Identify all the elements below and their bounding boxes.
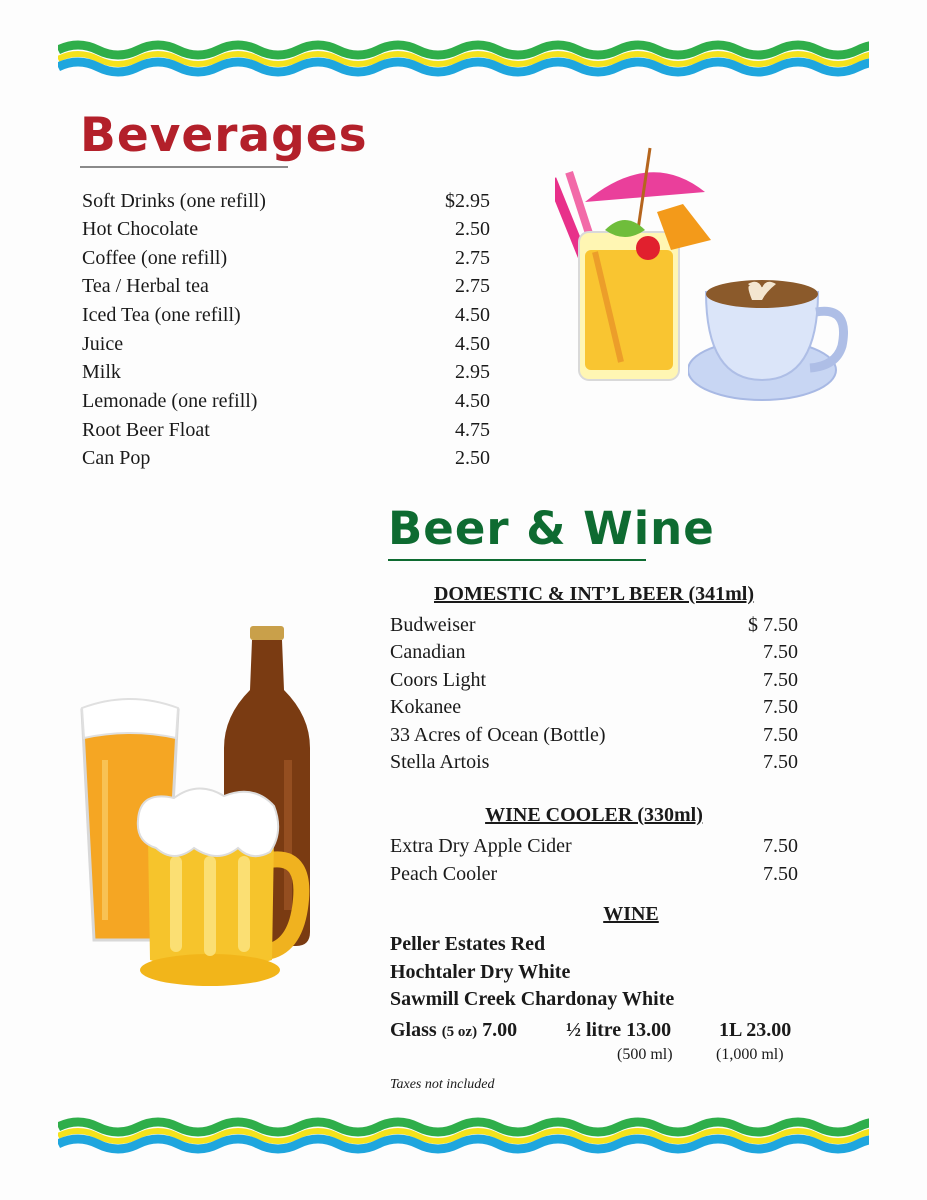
item-price: 4.50 [455,390,490,412]
beverage-item [82,244,490,272]
beverage-item [82,215,490,243]
wine-litre-price: 1L 23.00 [719,1019,792,1041]
wine-item: Hochtaler Dry White [390,961,571,983]
item-name: Kokanee [390,696,462,718]
glass-size: (5 oz) [441,1024,478,1040]
wine-half-litre-price: ½ litre 13.00 [566,1019,672,1041]
item-name: Can Pop [82,447,151,469]
beer-illustration [78,620,318,995]
beverage-item [82,330,490,358]
item-name: Canadian [390,641,466,663]
item-price: 2.75 [455,275,490,297]
beer-item [390,638,798,666]
beverage-item [82,416,490,444]
item-price: $ 7.50 [748,614,798,636]
item-price: 7.50 [763,835,798,857]
wine-glass-price [390,1016,517,1046]
item-name: Milk [82,361,121,383]
item-name: 33 Acres of Ocean (Bottle) [390,724,606,746]
wine-title: WINE [603,903,659,925]
beer-item [390,721,798,749]
wine-cooler-title: WINE COOLER (330ml) [485,804,703,826]
item-price: 7.50 [763,641,798,663]
item-name: Tea / Herbal tea [82,275,209,297]
item-name: Budweiser [390,614,476,636]
item-name: Peach Cooler [390,863,498,885]
item-name: Soft Drinks (one refill) [82,190,266,212]
beer-item [390,666,798,694]
glass-label: Glass [390,1019,437,1041]
item-price: 2.75 [455,247,490,269]
beer-wine-underline [388,559,646,561]
wine-half-litre-ml: (500 ml) [617,1046,673,1063]
cooler-item [390,832,798,860]
item-price: 7.50 [763,863,798,885]
wine-litre-ml: (1,000 ml) [716,1046,784,1063]
beverage-item [82,358,490,386]
beverage-item [82,272,490,300]
beverages-underline [80,166,288,168]
wine-item: Peller Estates Red [390,933,546,955]
beer-item [390,611,798,639]
beverage-item [82,187,490,215]
beverages-heading: Beverages [80,108,368,163]
item-name: Iced Tea (one refill) [82,304,241,326]
item-name: Lemonade (one refill) [82,390,258,412]
item-price: 7.50 [763,724,798,746]
beverage-item [82,387,490,415]
item-name: Coors Light [390,669,487,691]
beverage-item [82,444,490,472]
item-price: 2.50 [455,218,490,240]
item-price: 2.50 [455,447,490,469]
item-name: Juice [82,333,124,355]
item-name: Root Beer Float [82,419,210,441]
item-price: $2.95 [445,190,490,212]
item-price: 4.50 [455,304,490,326]
domestic-beer-title: DOMESTIC & INT’L BEER (341ml) [433,583,755,605]
cooler-item [390,860,798,888]
beer-item [390,693,798,721]
wave-border-bottom [58,1117,869,1161]
item-price: 7.50 [763,669,798,691]
item-name: Stella Artois [390,751,490,773]
beverage-item [82,301,490,329]
item-name: Hot Chocolate [82,218,199,240]
item-price: 4.50 [455,333,490,355]
glass-price: 7.00 [482,1019,518,1041]
wave-border-top [58,40,869,84]
item-price: 2.95 [455,361,490,383]
taxes-footnote: Taxes not included [390,1077,495,1092]
item-name: Extra Dry Apple Cider [390,835,572,857]
coffee-cup-icon [688,270,848,406]
item-name: Coffee (one refill) [82,247,228,269]
beer-wine-heading: Beer & Wine [388,502,715,555]
item-price: 7.50 [763,751,798,773]
wine-item: Sawmill Creek Chardonay White [390,988,675,1010]
item-price: 4.75 [455,419,490,441]
beer-item [390,748,798,776]
item-price: 7.50 [763,696,798,718]
